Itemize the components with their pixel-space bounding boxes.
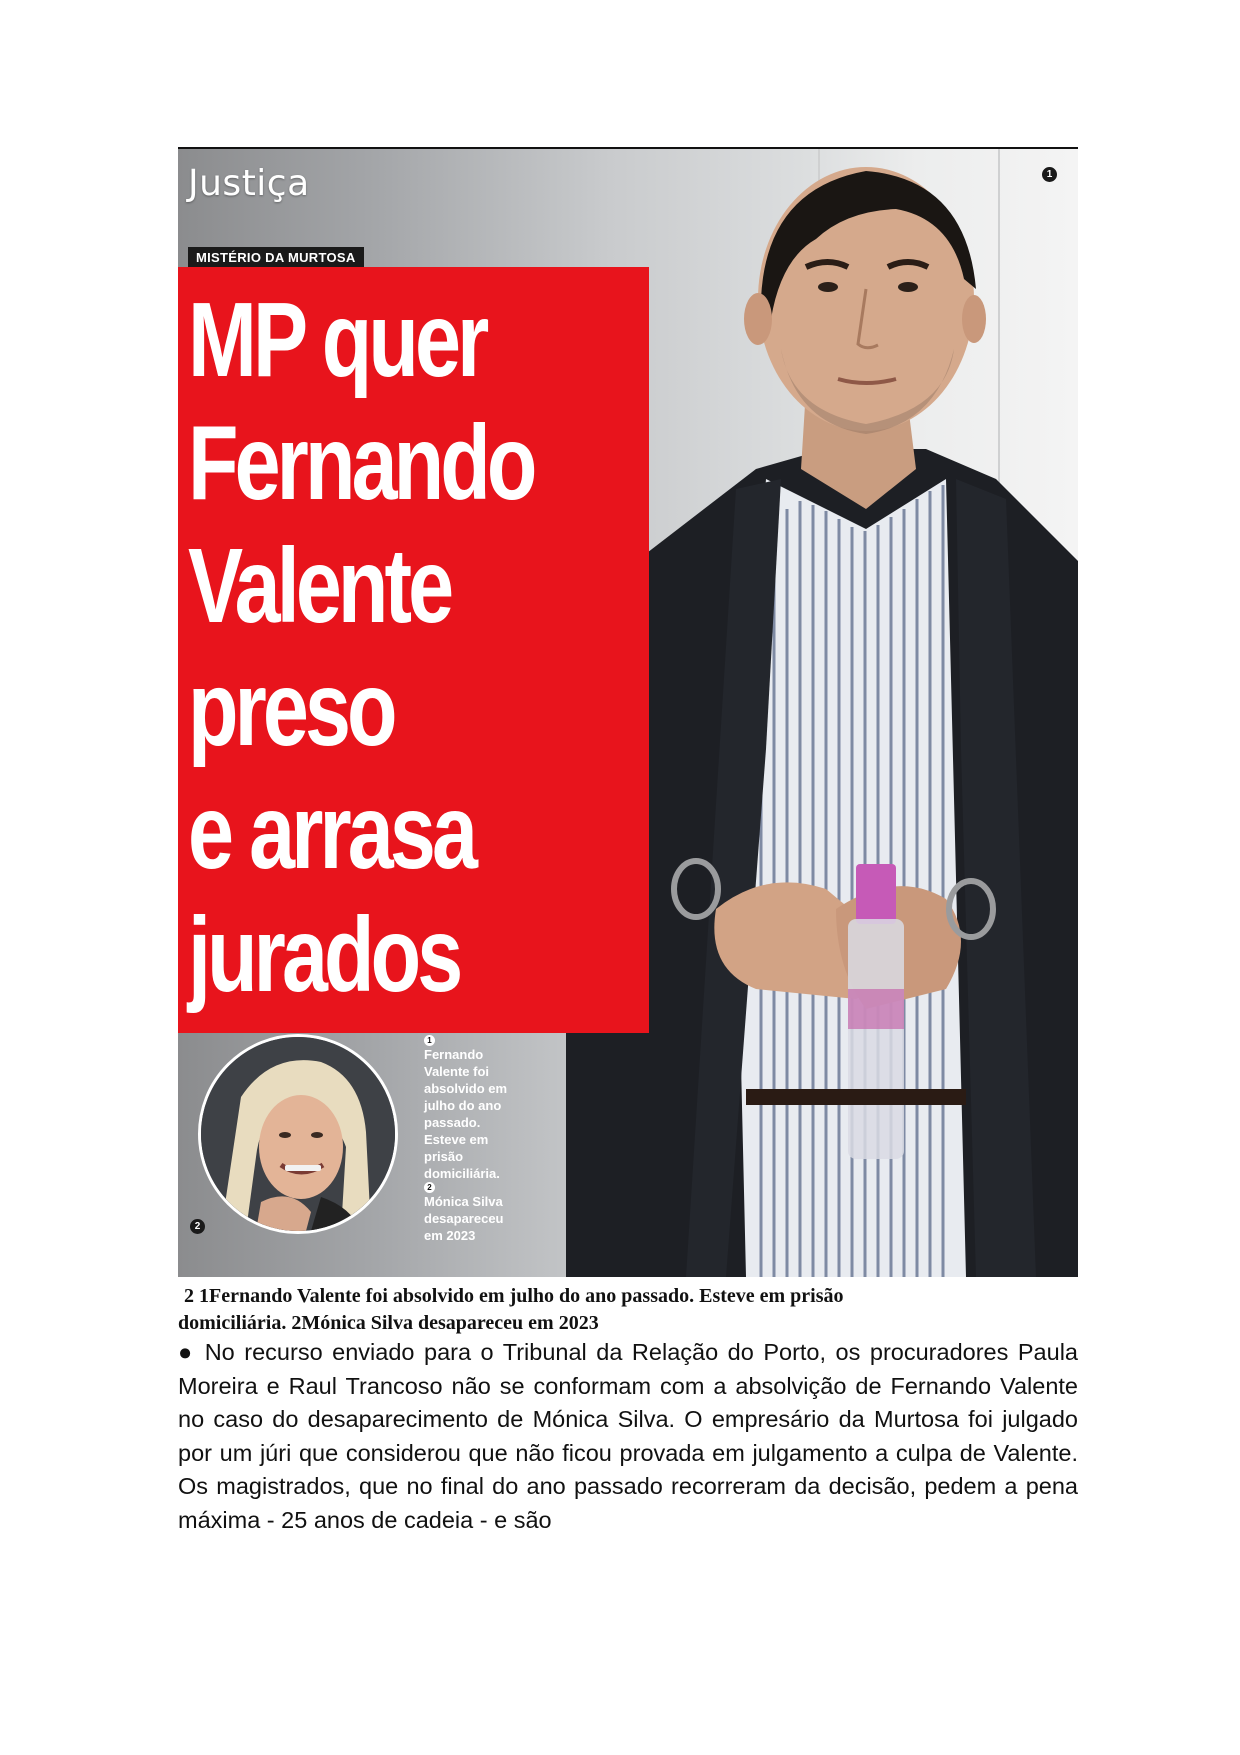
- section-label: Justiça: [188, 163, 310, 204]
- photo-number-badge: 2: [190, 1219, 205, 1234]
- article-body: ● No recurso enviado para o Tribunal da Relação do Porto, os procuradores Paula Moreira e Raul Trancoso não se conformam com a absolvição de Fernando Valente no caso do desaparecimento de Mónica Silva. O empresário da Murtosa foi julgado por um júri que considerou que não ficou provada em julgamento a culpa de Valente. Os magistrados, que no final do ano passado recorreram da decisão, pedem a pena máxima - 25 anos de cadeia - e são: [178, 1339, 1078, 1533]
- headline-line: Valente: [188, 527, 451, 645]
- inset-portrait-photo: [198, 1034, 398, 1234]
- headline-line: Fernando: [188, 404, 534, 522]
- inset-caption: 1 Fernando Valente foi absolvido em julho do ano passado. Esteve em prisão domiciliária. 2 Mónica Silva desapareceu em 2023: [424, 1036, 508, 1243]
- caption-line: domiciliária. 2Mónica Silva desapareceu em 2023: [178, 1312, 599, 1334]
- article-photo: [178, 147, 1078, 1277]
- headline-box: [178, 267, 649, 1033]
- headline-line: jurados: [188, 896, 460, 1014]
- kicker-label: MISTÉRIO DA MURTOSA: [188, 247, 364, 268]
- caption-number-icon: 2: [424, 1182, 435, 1193]
- headline-line: MP quer: [188, 281, 486, 399]
- woman-portrait: [201, 1037, 395, 1231]
- photo-caption: [178, 1283, 1078, 1337]
- headline-line: e arrasa: [188, 773, 475, 891]
- caption-number-icon: 1: [424, 1035, 435, 1046]
- photo-number-badge: 1: [1042, 167, 1057, 182]
- headline-line: preso: [188, 650, 394, 768]
- caption-line: 2 1Fernando Valente foi absolvido em julho do ano passado. Esteve em prisão: [184, 1285, 844, 1307]
